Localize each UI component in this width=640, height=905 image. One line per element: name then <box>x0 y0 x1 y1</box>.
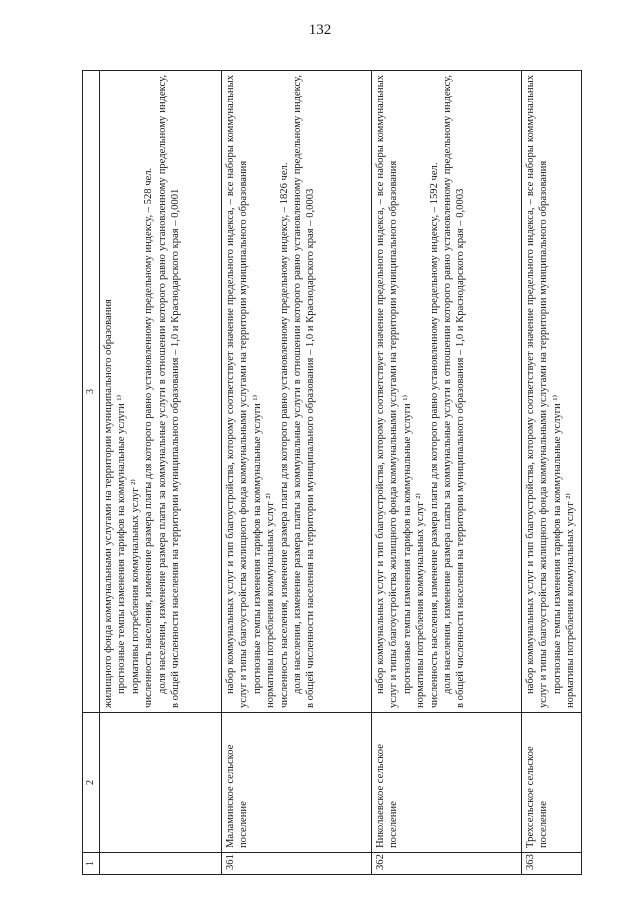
settlement-name: Маламинское сельское поселение <box>222 713 372 853</box>
tariff-table <box>82 70 582 875</box>
detail-line: набор коммунальных услуг и тип благоустройства, которому соответствует значение предельного индекса, – все наборы коммунальных услуг и типы благоустройства жилищного фонда коммунальными услугами на территории муниципального образования <box>225 75 250 708</box>
row-number: 362 <box>372 853 522 875</box>
detail-line: прогнозные темпы изменения тарифов на коммунальные услуги ¹⁾ <box>551 394 563 694</box>
settlement-name: Николаевское сельское поселение <box>372 713 522 853</box>
table-row <box>522 71 582 875</box>
detail-line: численность населения, изменение размера платы для которого равно установленному предельному индексу, – 1592 чел. <box>428 162 440 708</box>
row-details <box>522 71 582 713</box>
detail-line: доля населения, изменение размера платы за коммунальные услуги в отношении которого равно установленному предельному индексу, в общей численности населения на территории муниципального образования – 1,0 и Краснодарского края – 0,0003 <box>292 75 317 708</box>
header-col-2: 2 <box>83 713 100 853</box>
row-details <box>372 71 522 713</box>
page-number: 132 <box>308 22 332 38</box>
settlement-name: Трехсельское сельское поселение <box>522 713 582 853</box>
detail-line: доля населения, изменение размера платы за коммунальные услуги в отношении которого равно установленному предельному индексу, в общей численности населения на территории муниципального образования – 1,0 и Краснодарского края – 0,0001 <box>156 75 182 708</box>
detail-line: нормативы потребления коммунальных услуг ²⁾ <box>265 493 277 708</box>
detail-line: жилищного фонда коммунальными услугами на территории муниципального образования <box>103 299 114 708</box>
row-number: 363 <box>522 853 582 875</box>
row-number: 361 <box>222 853 372 875</box>
row-details <box>222 71 372 713</box>
detail-line: прогнозные темпы изменения тарифов на коммунальные услуги ¹⁾ <box>401 394 413 694</box>
header-col-1: 1 <box>83 853 100 875</box>
detail-line: набор коммунальных услуг и тип благоустройства, которому соответствует значение предельного индекса, – все наборы коммунальных услуг и типы благоустройства жилищного фонда коммунальными услугами на территории муниципального образования <box>375 75 400 708</box>
row-details <box>100 71 222 713</box>
detail-line: нормативы потребления коммунальных услуг ²⁾ <box>129 479 141 694</box>
document-sheet <box>82 70 582 875</box>
detail-line: прогнозные темпы изменения тарифов на коммунальные услуги ¹⁾ <box>116 394 128 694</box>
header-row <box>83 71 100 875</box>
table-row <box>222 71 372 875</box>
detail-line: прогнозные темпы изменения тарифов на коммунальные услуги ¹⁾ <box>251 394 263 694</box>
detail-line: численность населения, изменение размера платы для которого равно установленному предельному индексу, – 528 чел. <box>143 167 155 708</box>
detail-line: нормативы потребления коммунальных услуг ²⁾ <box>415 493 427 708</box>
header-col-3: 3 <box>83 71 100 713</box>
settlement-name <box>100 713 222 853</box>
rotated-table-container <box>82 70 582 875</box>
table-row <box>100 71 222 875</box>
detail-line: доля населения, изменение размера платы за коммунальные услуги в отношении которого равно установленному предельному индексу, в общей численности населения на территории муниципального образования – 1,0 и Краснодарского края – 0,0003 <box>442 75 467 708</box>
detail-line: набор коммунальных услуг и тип благоустройства, которому соответствует значение предельного индекса, – все наборы коммунальных услуг и типы благоустройства жилищного фонда коммунальными услугами на территории муниципального образования <box>525 75 550 708</box>
table-row <box>372 71 522 875</box>
detail-line: нормативы потребления коммунальных услуг ²⁾ <box>565 493 577 708</box>
row-number <box>100 853 222 875</box>
detail-line: численность населения, изменение размера платы для которого равно установленному предельному индексу, – 1826 чел. <box>278 162 290 708</box>
